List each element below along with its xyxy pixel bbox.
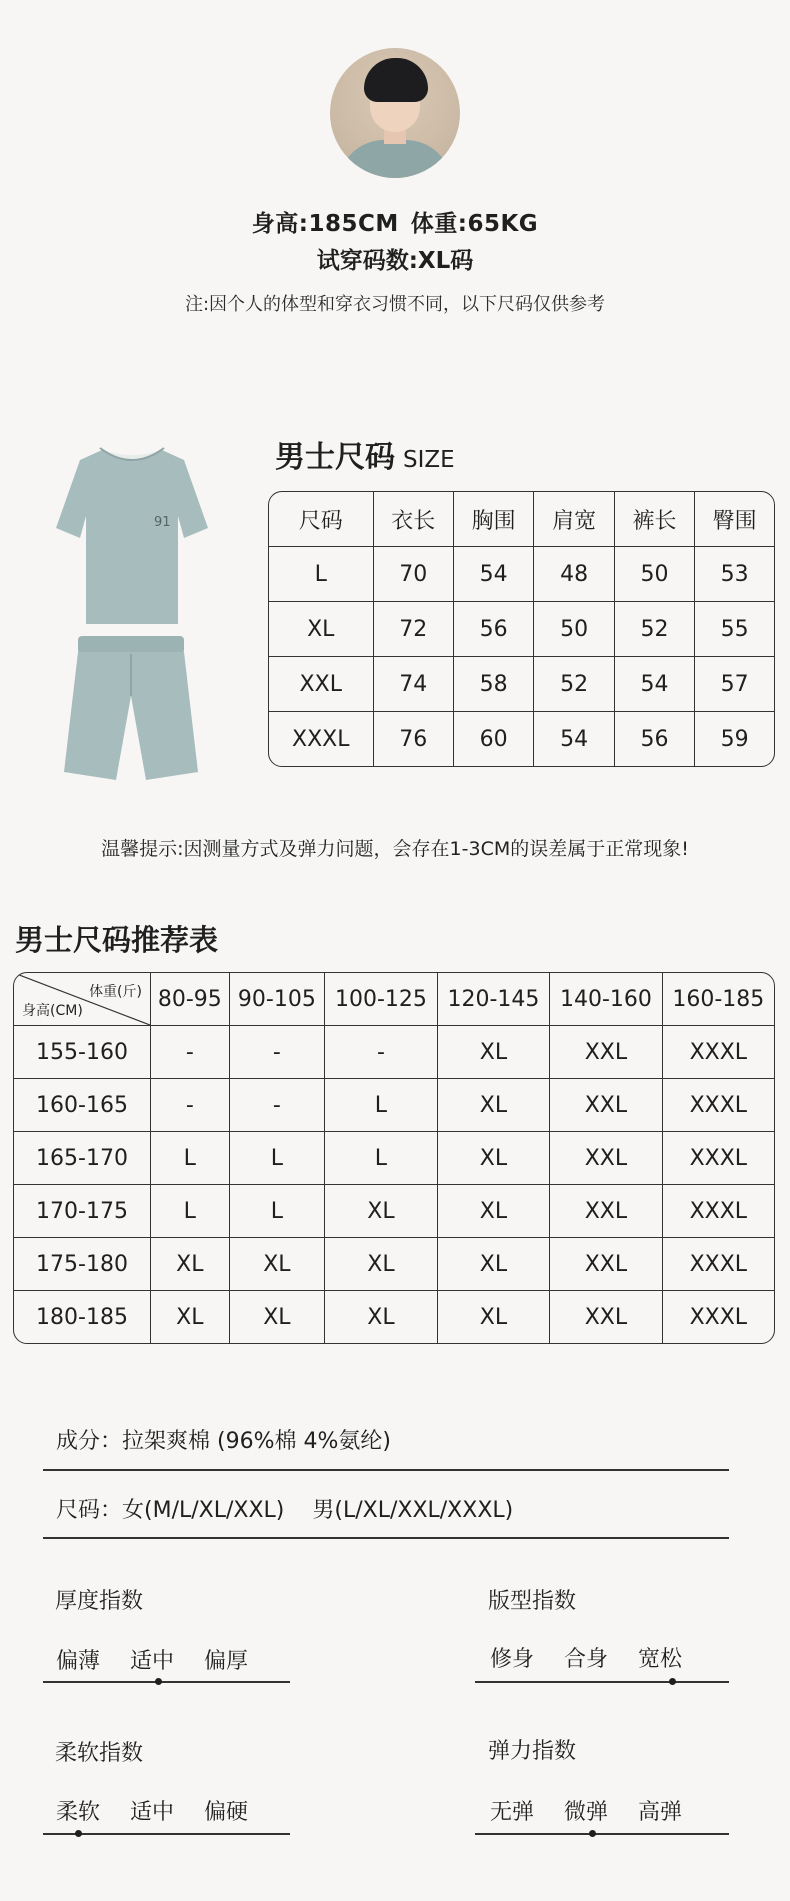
- size-cell: 48: [534, 547, 614, 602]
- elasticity-options: [490, 1795, 712, 1826]
- rec-size-cell: L: [230, 1185, 326, 1238]
- rec-size-cell: XL: [151, 1291, 230, 1343]
- size-cell: 50: [534, 602, 614, 657]
- size-cell: XXXL: [269, 712, 374, 766]
- size-chart-header: 肩宽: [534, 492, 614, 547]
- height-cell: 160-165: [14, 1079, 151, 1132]
- size-chart-header: 裤长: [615, 492, 695, 547]
- thickness-option: 偏薄: [56, 1649, 101, 1674]
- rec-size-cell: -: [230, 1079, 326, 1132]
- softness-options: [56, 1795, 278, 1826]
- thickness-option: 适中: [130, 1649, 175, 1674]
- size-chart-row: [269, 602, 774, 657]
- rec-size-cell: XXXL: [663, 1079, 774, 1132]
- recommend-title: 男士尺码推荐表: [15, 923, 219, 957]
- size-chart-header: 尺码: [269, 492, 374, 547]
- rec-size-cell: XXXL: [663, 1132, 774, 1185]
- female-sizes: 尺码：女(M/L/XL/XXL): [56, 1498, 285, 1523]
- size-chart-header: 胸围: [454, 492, 534, 547]
- thickness-option: 偏厚: [204, 1649, 249, 1674]
- available-sizes: [56, 1493, 513, 1524]
- rec-size-cell: L: [230, 1132, 326, 1185]
- softness-indicator: [75, 1830, 82, 1837]
- model-height: 身高:185CM: [251, 211, 399, 237]
- corner-weight-label: 体重(斤): [89, 984, 142, 1000]
- height-cell: 180-185: [14, 1291, 151, 1343]
- size-chart-header: 衣长: [374, 492, 454, 547]
- size-chart-title: 男士尺码 SIZE: [275, 440, 455, 475]
- height-cell: 170-175: [14, 1185, 151, 1238]
- rec-size-cell: XXXL: [663, 1238, 774, 1291]
- recommend-corner-cell: [14, 973, 151, 1026]
- material-text: 成分：拉架爽棉 (96%棉 4%氨纶): [56, 1429, 391, 1454]
- softness-option: 偏硬: [204, 1800, 249, 1825]
- size-cell: 76: [374, 712, 454, 766]
- rec-size-cell: XL: [438, 1291, 551, 1343]
- fit-scale: [475, 1681, 729, 1683]
- size-cell: 56: [454, 602, 534, 657]
- male-sizes: 男(L/XL/XXL/XXXL): [312, 1498, 514, 1523]
- thickness-title: 厚度指数: [55, 1589, 144, 1614]
- divider: [43, 1537, 729, 1539]
- model-avatar: [330, 48, 460, 178]
- rec-size-cell: XXL: [550, 1185, 663, 1238]
- size-cell: 55: [695, 602, 774, 657]
- rec-size-cell: -: [325, 1026, 438, 1079]
- rec-size-cell: XL: [438, 1238, 551, 1291]
- size-cell: 52: [615, 602, 695, 657]
- size-cell: 74: [374, 657, 454, 712]
- size-cell: 57: [695, 657, 774, 712]
- tshirt-print: 91: [154, 515, 171, 530]
- rec-size-cell: L: [325, 1132, 438, 1185]
- corner-height-label: 身高(CM): [22, 1003, 83, 1019]
- size-chart-header-row: [269, 492, 774, 547]
- elasticity-option: 无弹: [490, 1800, 535, 1825]
- rec-size-cell: XXXL: [663, 1026, 774, 1079]
- size-cell: 70: [374, 547, 454, 602]
- rec-size-cell: -: [151, 1079, 230, 1132]
- fit-option: 修身: [490, 1647, 535, 1672]
- rec-size-cell: XL: [151, 1238, 230, 1291]
- softness-option: 柔软: [56, 1800, 101, 1825]
- recommend-row: [14, 1132, 774, 1185]
- rec-size-cell: XL: [438, 1132, 551, 1185]
- shorts-image: [64, 636, 198, 784]
- rec-size-cell: XXXL: [689, 1304, 748, 1330]
- recommend-table: [13, 972, 775, 1344]
- thickness-indicator: [155, 1678, 162, 1685]
- fit-options: [490, 1642, 712, 1673]
- model-stats: [0, 205, 790, 238]
- measurement-tip: 温馨提示:因测量方式及弹力问题，会存在1-3CM的误差属于正常现象!: [101, 838, 689, 860]
- size-chart-table: [268, 491, 775, 767]
- rec-size-cell: XXL: [550, 1238, 663, 1291]
- size-cell: 53: [695, 547, 774, 602]
- rec-size-cell: XL: [325, 1185, 438, 1238]
- recommend-row: [14, 1026, 774, 1079]
- rec-size-cell: XL: [325, 1238, 438, 1291]
- rec-size-cell: XL: [230, 1238, 326, 1291]
- size-cell: 54: [454, 547, 534, 602]
- model-size: 试穿码数:XL码: [316, 248, 474, 274]
- rec-size-cell: XL: [230, 1291, 326, 1343]
- thickness-scale: [43, 1681, 290, 1683]
- size-chart-row: [269, 657, 774, 712]
- rec-size-cell: XXL: [550, 1079, 663, 1132]
- size-chart-header: 臀围: [695, 492, 774, 547]
- size-cell: L: [269, 547, 374, 602]
- recommend-row: [14, 1185, 774, 1238]
- size-cell: 52: [534, 657, 614, 712]
- size-chart-row: [269, 712, 774, 766]
- rec-size-cell: XXXL: [663, 1185, 774, 1238]
- size-chart-row: [269, 547, 774, 602]
- rec-size-cell: L: [325, 1079, 438, 1132]
- elasticity-option: 高弹: [638, 1800, 683, 1825]
- size-cell: 56: [615, 712, 695, 766]
- weight-col-header: 160-185: [663, 973, 774, 1026]
- size-cell: 58: [454, 657, 534, 712]
- size-cell: XXL: [269, 657, 374, 712]
- fit-indicator: [669, 1678, 676, 1685]
- rec-size-cell: -: [230, 1026, 326, 1079]
- elasticity-scale: [475, 1833, 729, 1835]
- rec-size-cell: L: [151, 1185, 230, 1238]
- recommend-row: [14, 1079, 774, 1132]
- rec-size-cell: XXL: [550, 1132, 663, 1185]
- size-note: 注:因个人的体型和穿衣习惯不同，以下尺码仅供参考: [184, 294, 606, 315]
- size-cell: 50: [615, 547, 695, 602]
- elasticity-indicator: [589, 1830, 596, 1837]
- rec-size-cell: XXL: [550, 1026, 663, 1079]
- recommend-row: [14, 1238, 774, 1291]
- thickness-options: [56, 1644, 278, 1675]
- rec-size-cell: L: [151, 1132, 230, 1185]
- size-cell: 54: [615, 657, 695, 712]
- model-weight: 体重:65KG: [410, 211, 539, 237]
- rec-size-cell: XL: [325, 1291, 438, 1343]
- size-cell: 72: [374, 602, 454, 657]
- recommend-row: [14, 1291, 774, 1343]
- rec-size-cell: XXL: [550, 1291, 663, 1343]
- weight-col-header: 100-125: [325, 973, 438, 1026]
- weight-col-header: 80-95: [151, 973, 230, 1026]
- height-cell: 165-170: [14, 1132, 151, 1185]
- rec-size-cell: XL: [438, 1185, 551, 1238]
- divider: [43, 1469, 729, 1471]
- size-cell: 54: [534, 712, 614, 766]
- rec-size-cell: XL: [438, 1079, 551, 1132]
- fit-title: 版型指数: [488, 1589, 577, 1614]
- tshirt-image: [56, 446, 208, 626]
- fit-option: 合身: [564, 1647, 609, 1672]
- weight-col-header: 120-145: [438, 973, 551, 1026]
- rec-size-cell: XL: [438, 1026, 551, 1079]
- weight-col-header: 90-105: [230, 973, 326, 1026]
- recommend-header-row: [14, 973, 774, 1026]
- fit-option: 宽松: [638, 1647, 683, 1672]
- weight-col-header: 140-160: [550, 973, 663, 1026]
- elasticity-title: 弹力指数: [488, 1739, 577, 1764]
- size-cell: XL: [269, 602, 374, 657]
- height-cell: 175-180: [14, 1238, 151, 1291]
- height-cell: 155-160: [14, 1026, 151, 1079]
- size-cell: 60: [454, 712, 534, 766]
- elasticity-option: 微弹: [564, 1800, 609, 1825]
- size-cell: 59: [720, 726, 749, 752]
- rec-size-cell: -: [151, 1026, 230, 1079]
- softness-title: 柔软指数: [55, 1741, 144, 1766]
- softness-option: 适中: [130, 1800, 175, 1825]
